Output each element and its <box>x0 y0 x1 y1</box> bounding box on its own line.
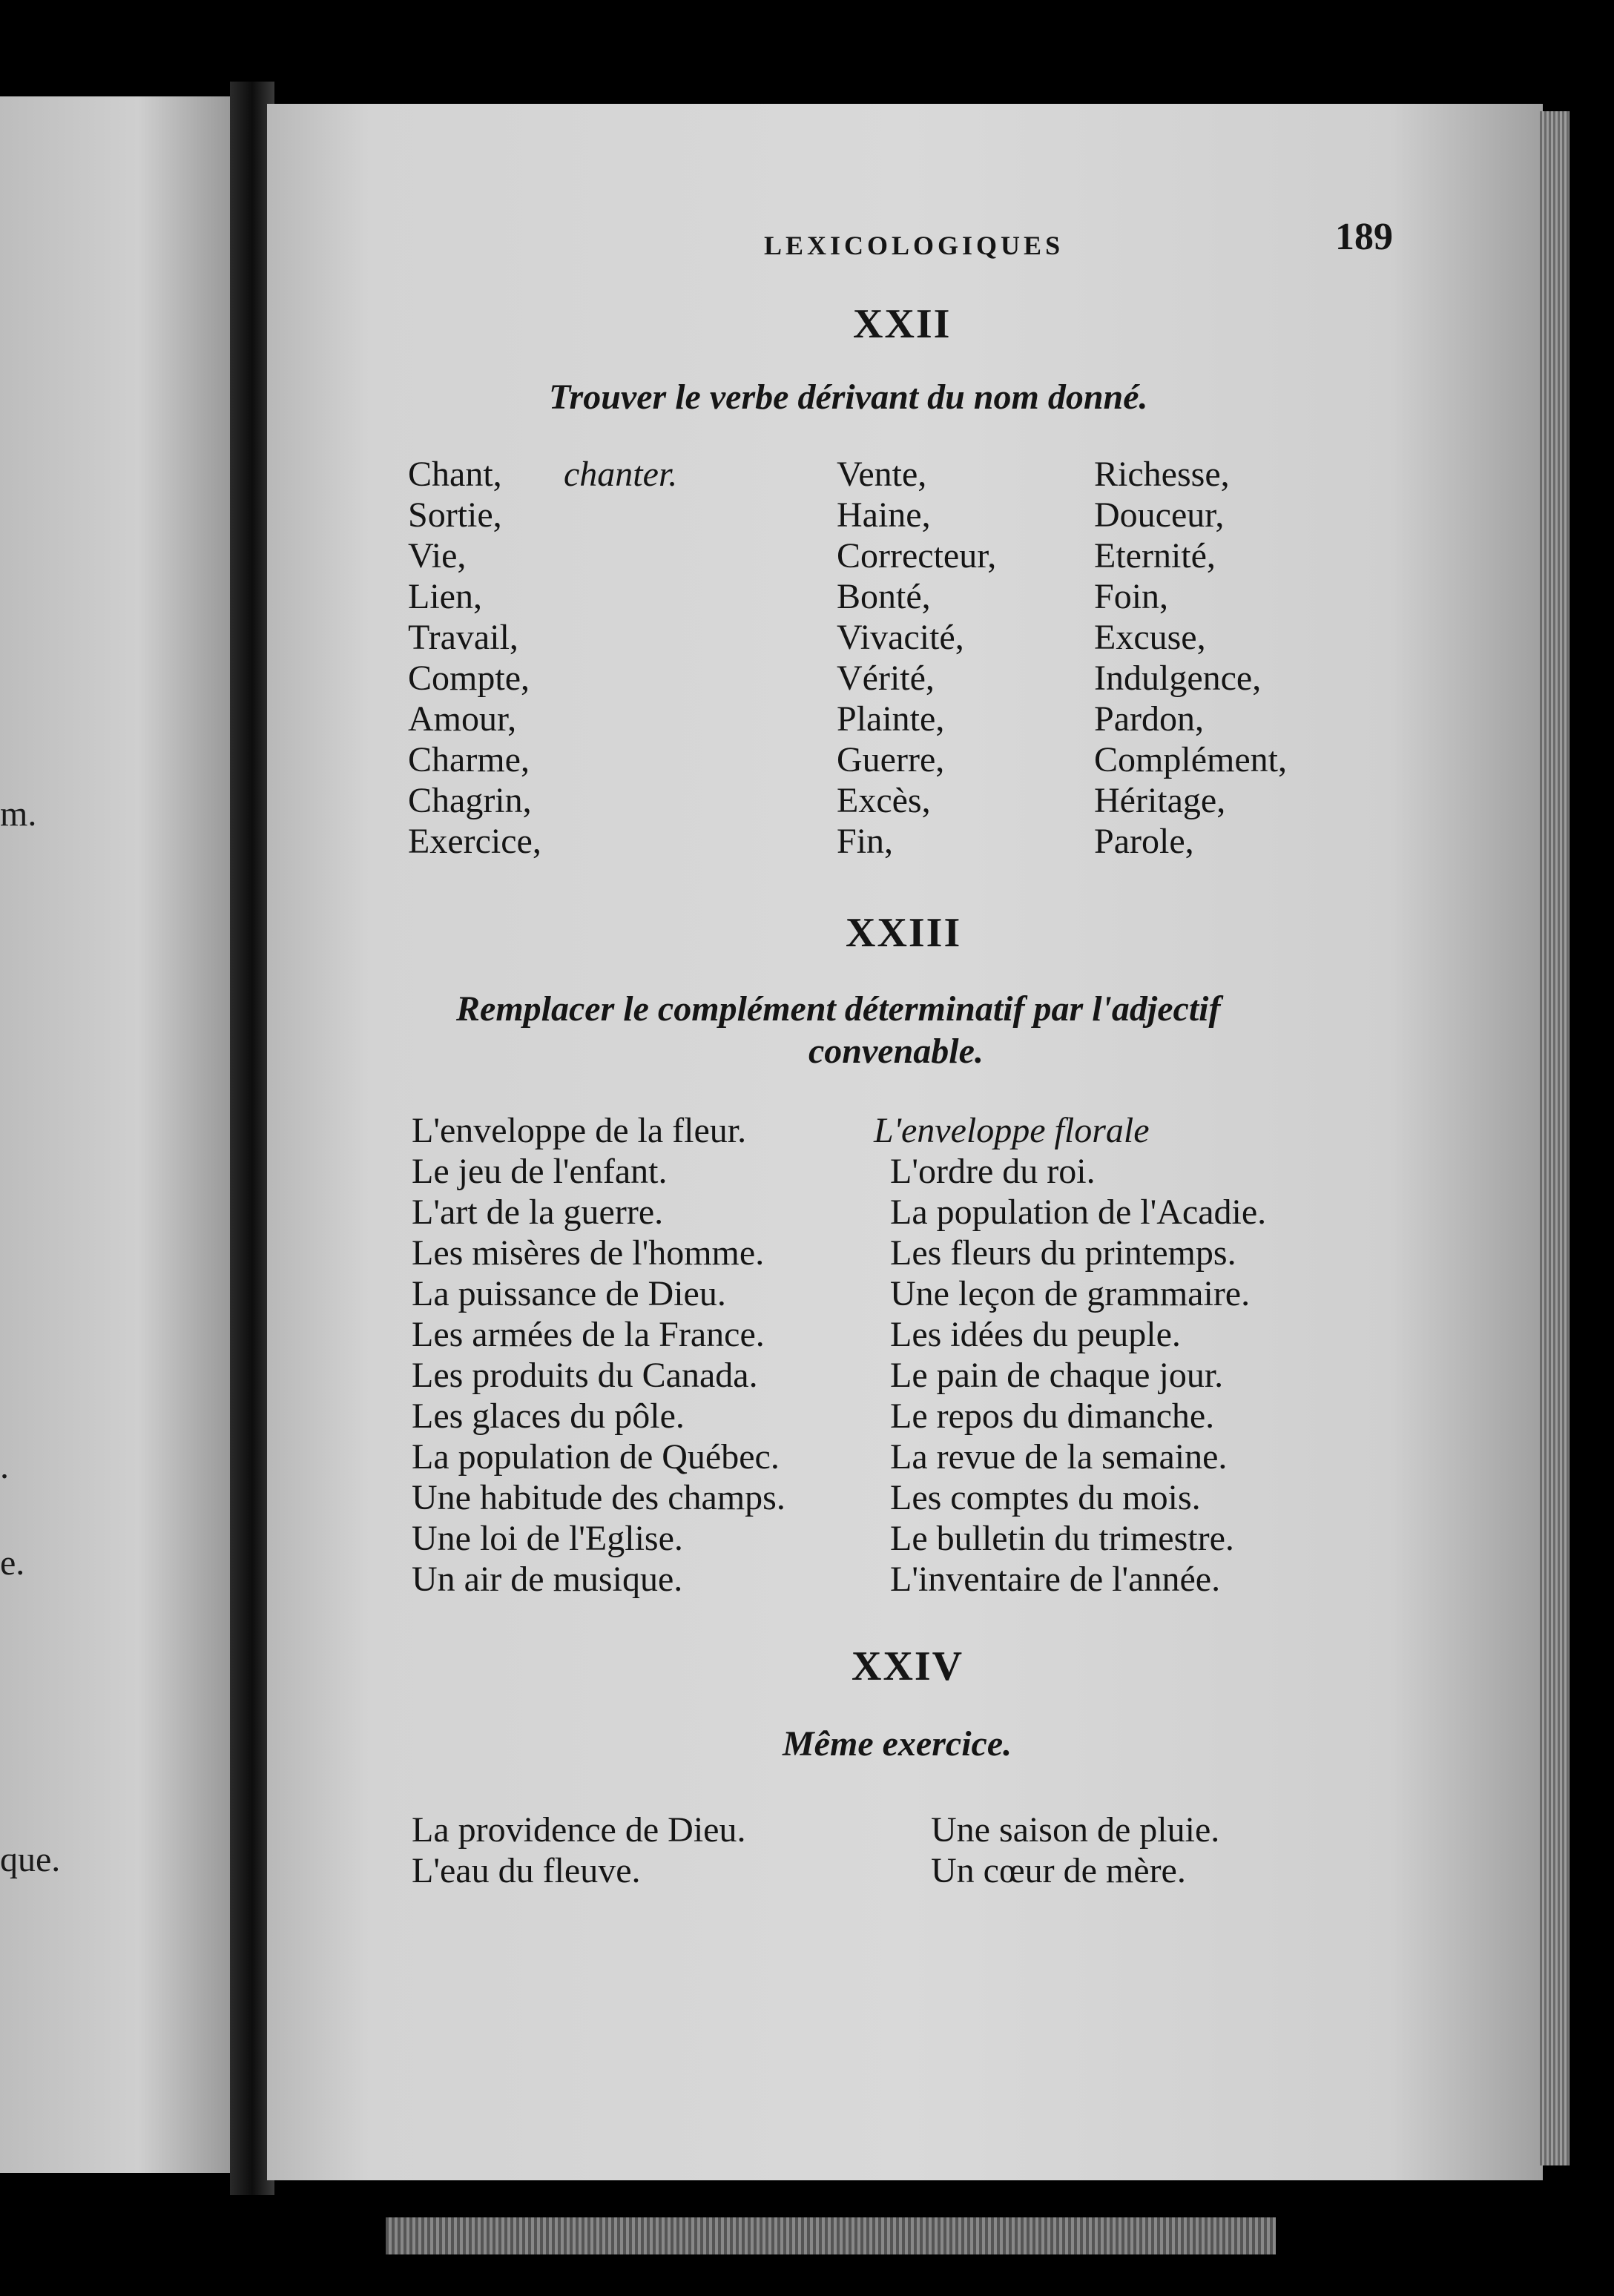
list-item: Les comptes du mois. <box>890 1478 1201 1517</box>
list-item: La providence de Dieu. <box>412 1810 746 1850</box>
list-item: La puissance de Dieu. <box>412 1274 726 1313</box>
list-item: Un cœur de mère. <box>931 1851 1186 1890</box>
list-item: Héritage, <box>1094 781 1226 820</box>
list-item: Les glaces du pôle. <box>412 1396 685 1436</box>
list-item: L'inventaire de l'année. <box>890 1560 1221 1599</box>
list-item: Le repos du dimanche. <box>890 1396 1215 1436</box>
word-list-column-2 <box>837 454 996 862</box>
list-item: Une saison de pluie. <box>931 1810 1220 1850</box>
list-item: Douceur, <box>1094 495 1225 535</box>
list-item: Correcteur, <box>837 536 997 575</box>
phrase-list-column-2 <box>890 1151 1266 1600</box>
list-item: Foin, <box>1094 577 1169 616</box>
list-item: L'eau du fleuve. <box>412 1851 641 1890</box>
word-list-column-3 <box>1094 454 1287 862</box>
list-item: Chant, <box>408 455 502 494</box>
list-item: Indulgence, <box>1094 659 1262 698</box>
example-answer: chanter. <box>564 455 678 494</box>
list-item: Amour, <box>408 699 517 739</box>
section-title-xxii: XXII <box>853 301 952 347</box>
list-item: La population de l'Acadie. <box>890 1192 1267 1232</box>
list-item: L'art de la guerre. <box>412 1192 664 1232</box>
list-item: L'ordre du roi. <box>890 1152 1096 1191</box>
list-item: Le pain de chaque jour. <box>890 1356 1224 1395</box>
word-list-column-1 <box>408 454 541 862</box>
list-item: Un air de musique. <box>412 1560 683 1599</box>
example-answer: L'enveloppe florale <box>874 1111 1150 1150</box>
phrase-list-column-1 <box>412 1810 745 1891</box>
list-item: Richesse, <box>1094 455 1230 494</box>
list-item: Une loi de l'Eglise. <box>412 1519 683 1558</box>
left-fragment: que. <box>0 1840 61 1879</box>
list-item: Charme, <box>408 740 530 779</box>
section-title-xxiv: XXIV <box>852 1643 964 1689</box>
section-instruction: Même exercice. <box>783 1724 1012 1764</box>
list-item: Les produits du Canada. <box>412 1356 758 1395</box>
left-fragment: . <box>0 1447 9 1486</box>
list-item: Une habitude des champs. <box>412 1478 785 1517</box>
list-item: Haine, <box>837 495 931 535</box>
list-item: Pardon, <box>1094 699 1204 739</box>
list-item: Le jeu de l'enfant. <box>412 1152 668 1191</box>
list-item: Une leçon de grammaire. <box>890 1274 1251 1313</box>
section-instruction: convenable. <box>808 1032 984 1071</box>
list-item: L'enveloppe de la fleur. <box>412 1111 747 1150</box>
phrase-list-column-1 <box>412 1110 785 1600</box>
list-item: Excuse, <box>1094 618 1206 657</box>
section-title-xxiii: XXIII <box>846 910 962 956</box>
list-item: Vérité, <box>837 659 935 698</box>
list-item: Travail, <box>408 618 518 657</box>
list-item: Plainte, <box>837 699 945 739</box>
list-item: Vivacité, <box>837 618 964 657</box>
list-item: Vie, <box>408 536 467 575</box>
page-number: 189 <box>1335 216 1393 258</box>
section-instruction: Remplacer le complément déterminatif par l'adjectif <box>456 989 1221 1029</box>
left-fragment: e. <box>0 1543 25 1583</box>
list-item: Vente, <box>837 455 927 494</box>
list-item: Lien, <box>408 577 482 616</box>
list-item: Les idées du peuple. <box>890 1315 1181 1354</box>
page-edges <box>1540 111 1569 2165</box>
list-item: Parole, <box>1094 822 1194 861</box>
left-fragment: m. <box>0 794 37 834</box>
list-item: Sortie, <box>408 495 502 535</box>
list-item: Le bulletin du trimestre. <box>890 1519 1234 1558</box>
list-item: Compte, <box>408 659 530 698</box>
list-item: La revue de la semaine. <box>890 1437 1228 1477</box>
list-item: Les armées de la France. <box>412 1315 765 1354</box>
list-item: Les fleurs du printemps. <box>890 1233 1236 1273</box>
page-bottom-edges <box>386 2217 1276 2254</box>
list-item: Les misères de l'homme. <box>412 1233 765 1273</box>
list-item: Exercice, <box>408 822 541 861</box>
list-item: Bonté, <box>837 577 931 616</box>
list-item: Complément, <box>1094 740 1287 779</box>
list-item: Fin, <box>837 822 894 861</box>
left-facing-page <box>0 96 230 2173</box>
list-item: La population de Québec. <box>412 1437 780 1477</box>
list-item: Eternité, <box>1094 536 1216 575</box>
list-item: Guerre, <box>837 740 945 779</box>
running-head: LEXICOLOGIQUES <box>764 231 1064 260</box>
phrase-list-column-2 <box>931 1810 1219 1891</box>
section-instruction: Trouver le verbe dérivant du nom donné. <box>549 377 1148 417</box>
list-item: Excès, <box>837 781 931 820</box>
list-item: Chagrin, <box>408 781 532 820</box>
